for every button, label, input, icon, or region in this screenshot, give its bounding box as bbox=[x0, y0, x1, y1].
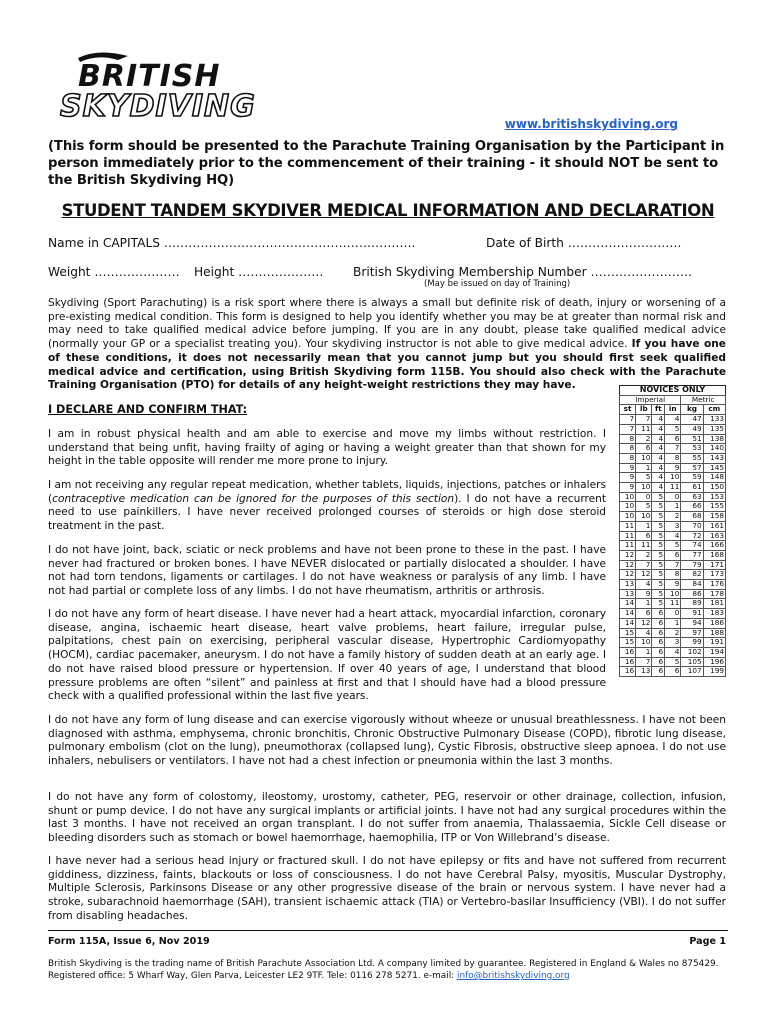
novices-cell-ft: 4 bbox=[652, 453, 665, 463]
declaration-surgical: I do not have any form of colostomy, ileostomy, urostomy, catheter, PEG, reservoir or other drainage, collection, infusion, shunt or pump device. I do not have any surgical implants or artificial joints. I have not had any surgical procedures within the last 3 months. I have not received an organ transplant. I do not suffer from anaemia, Thalassaemia, Sickle Cell disease or bleeding disorders such as stomach or bowel haemorrhage, haemophilia, ITP or Von Willebrand’s disease. bbox=[48, 791, 726, 845]
novices-table-row bbox=[620, 483, 726, 493]
novices-cell-st: 15 bbox=[620, 628, 636, 638]
novices-cell-cm: 158 bbox=[703, 512, 725, 522]
novices-cell-in: 1 bbox=[665, 618, 681, 628]
novices-cell-cm: 155 bbox=[703, 502, 725, 512]
novices-cell-ft: 5 bbox=[652, 570, 665, 580]
novices-cell-st: 7 bbox=[620, 415, 636, 425]
novices-cell-cm: 143 bbox=[703, 453, 725, 463]
novices-cell-cm: 176 bbox=[703, 580, 725, 590]
novices-cell-kg: 70 bbox=[681, 521, 703, 531]
novices-cell-lb: 5 bbox=[636, 473, 652, 483]
novices-cell-lb: 6 bbox=[636, 444, 652, 454]
novices-cell-ft: 6 bbox=[652, 618, 665, 628]
risk-intro-bold-text: If you have one of these conditions, it does not necessarily mean that you cannot jump but you should first seek qualified medical advice and certification, using British Skydiving form 115B. You should also check with the Parachute Training Organisation (PTO) for details of any height-weight restrictions they may have. bbox=[48, 338, 726, 392]
novices-cell-lb: 5 bbox=[636, 502, 652, 512]
novices-cell-ft: 4 bbox=[652, 424, 665, 434]
novices-cell-kg: 107 bbox=[681, 667, 703, 677]
novices-table-row bbox=[620, 453, 726, 463]
novices-cell-in: 5 bbox=[665, 657, 681, 667]
novices-cell-st: 11 bbox=[620, 531, 636, 541]
novices-cell-lb: 11 bbox=[636, 424, 652, 434]
novices-cell-cm: 140 bbox=[703, 444, 725, 454]
svg-text:BRITISH: BRITISH bbox=[78, 59, 221, 94]
novices-cell-ft: 4 bbox=[652, 483, 665, 493]
novices-cell-in: 8 bbox=[665, 453, 681, 463]
novices-cell-lb: 13 bbox=[636, 667, 652, 677]
novices-cell-in: 6 bbox=[665, 667, 681, 677]
page-title: STUDENT TANDEM SKYDIVER MEDICAL INFORMATION AND DECLARATION bbox=[61, 201, 715, 220]
novices-cell-lb: 12 bbox=[636, 618, 652, 628]
metric-group-header: Metric bbox=[681, 395, 726, 405]
novices-cell-ft: 5 bbox=[652, 531, 665, 541]
novices-cell-st: 13 bbox=[620, 589, 636, 599]
novices-cell-kg: 53 bbox=[681, 444, 703, 454]
novices-cell-cm: 186 bbox=[703, 618, 725, 628]
novices-cell-ft: 4 bbox=[652, 434, 665, 444]
novices-table-row bbox=[620, 424, 726, 434]
novices-cell-lb: 4 bbox=[636, 580, 652, 590]
novices-cell-kg: 89 bbox=[681, 599, 703, 609]
novices-header-ft: ft bbox=[652, 405, 665, 415]
novices-cell-kg: 55 bbox=[681, 453, 703, 463]
novices-cell-st: 14 bbox=[620, 609, 636, 619]
novices-cell-kg: 49 bbox=[681, 424, 703, 434]
novices-table-row bbox=[620, 667, 726, 677]
novices-cell-st: 8 bbox=[620, 434, 636, 444]
novices-table-row bbox=[620, 541, 726, 551]
novices-cell-lb: 1 bbox=[636, 521, 652, 531]
imperial-group-header: Imperial bbox=[620, 395, 681, 405]
novices-cell-cm: 191 bbox=[703, 638, 725, 648]
novices-cell-kg: 74 bbox=[681, 541, 703, 551]
novices-cell-st: 11 bbox=[620, 541, 636, 551]
novices-cell-ft: 4 bbox=[652, 473, 665, 483]
novices-cell-cm: 188 bbox=[703, 628, 725, 638]
novices-cell-kg: 97 bbox=[681, 628, 703, 638]
name-field[interactable]: Name in CAPITALS …………………………………………………….. bbox=[48, 236, 416, 250]
novices-cell-ft: 6 bbox=[652, 667, 665, 677]
novices-cell-ft: 5 bbox=[652, 560, 665, 570]
novices-cell-kg: 59 bbox=[681, 473, 703, 483]
novices-cell-lb: 10 bbox=[636, 512, 652, 522]
novices-cell-cm: 163 bbox=[703, 531, 725, 541]
risk-intro-paragraph bbox=[48, 297, 726, 393]
novices-cell-lb: 1 bbox=[636, 647, 652, 657]
novices-cell-kg: 57 bbox=[681, 463, 703, 473]
novices-cell-ft: 5 bbox=[652, 502, 665, 512]
novices-cell-in: 11 bbox=[665, 599, 681, 609]
declaration-joints: I do not have joint, back, sciatic or neck problems and have not been prone to these in the past. I have never had fractured or broken bones. I have NEVER dislocated or partially dislocated a shoulder. I have not had torn tendons, ligaments or cartilages. I do not have weakness or paralysis of any limb. I have not had partial or complete loss of any limbs. I do not have rheumatism, arthritis or arthrosis. bbox=[48, 544, 606, 598]
novices-table-caption: NOVICES ONLY bbox=[620, 386, 726, 396]
novices-cell-st: 13 bbox=[620, 580, 636, 590]
declaration-heart: I do not have any form of heart disease. I have never had a heart attack, myocardial infarction, coronary disease, angina, ischaemic heart disease, heart valve problems, heart failure, irregular pulse, palpitations, chest pain on exercising, peripheral vascular disease, Hypertrophic Cardiomyopathy (HOCM), cardiac pacemaker, aneurysm. I do not have a family history of sudden death at an early age. I do not have raised blood pressure or hypertension. If over 40 years of age, I understand that blood pressure problems are often “silent” and painless at first and that I should have had a blood pressure check with a qualified professional within the last five years. bbox=[48, 608, 606, 703]
novices-cell-lb: 2 bbox=[636, 434, 652, 444]
novices-table-row bbox=[620, 609, 726, 619]
novices-cell-st: 12 bbox=[620, 570, 636, 580]
novices-cell-st: 10 bbox=[620, 492, 636, 502]
website-link[interactable]: www.britishskydiving.org bbox=[504, 117, 678, 131]
novices-header-kg: kg bbox=[681, 405, 703, 415]
novices-cell-kg: 94 bbox=[681, 618, 703, 628]
footer-legal bbox=[48, 958, 728, 982]
novices-cell-lb: 1 bbox=[636, 599, 652, 609]
novices-cell-cm: 166 bbox=[703, 541, 725, 551]
novices-cell-ft: 5 bbox=[652, 492, 665, 502]
novices-cell-st: 16 bbox=[620, 667, 636, 677]
footer-email-link[interactable]: info@britishskydiving.org bbox=[456, 971, 570, 981]
novices-cell-cm: 181 bbox=[703, 599, 725, 609]
novices-cell-in: 7 bbox=[665, 560, 681, 570]
footer-address-line bbox=[48, 970, 728, 982]
novices-cell-ft: 5 bbox=[652, 580, 665, 590]
novices-cell-lb: 12 bbox=[636, 570, 652, 580]
novices-cell-ft: 6 bbox=[652, 609, 665, 619]
novices-cell-cm: 168 bbox=[703, 550, 725, 560]
novices-cell-lb: 9 bbox=[636, 589, 652, 599]
novices-cell-kg: 84 bbox=[681, 580, 703, 590]
declaration-medication-text-a: I am not receiving any regular repeat medication, whether tablets, liquids, injections, patches or inhalers ( bbox=[48, 479, 606, 505]
novices-cell-lb: 1 bbox=[636, 463, 652, 473]
novices-cell-in: 3 bbox=[665, 521, 681, 531]
novices-cell-st: 9 bbox=[620, 463, 636, 473]
novices-cell-kg: 77 bbox=[681, 550, 703, 560]
novices-table-row bbox=[620, 618, 726, 628]
novices-cell-cm: 150 bbox=[703, 483, 725, 493]
declaration-neurological: I have never had a serious head injury or fractured skull. I do not have epilepsy or fits and have not suffered from recurrent giddiness, dizziness, faints, blackouts or loss of consciousness. I do not have Cerebral Palsy, myositis, Muscular Dystrophy, Multiple Sclerosis, Parkinsons Disease or any other progressive disease of the brain or nervous system. I have never had a stroke, subarachnoid haemorrhage (SAH), transient ischaemic attack (TIA) or Vertebro-basilar Insufficiency (VBI). I do not suffer from disabling headaches. bbox=[48, 855, 726, 922]
novices-header-in: in bbox=[665, 405, 681, 415]
novices-cell-st: 7 bbox=[620, 424, 636, 434]
novices-cell-lb: 7 bbox=[636, 560, 652, 570]
novices-table-row bbox=[620, 512, 726, 522]
novices-header-lb: lb bbox=[636, 405, 652, 415]
novices-cell-in: 4 bbox=[665, 415, 681, 425]
novices-cell-in: 0 bbox=[665, 492, 681, 502]
declaration-physical-health: I am in robust physical health and am able to exercise and move my limbs without restriction. I understand that being unfit, having frailty of aging or having a weight greater than that shown for my height in the table opposite will render me more prone to injury. bbox=[48, 428, 606, 468]
novices-cell-cm: 148 bbox=[703, 473, 725, 483]
novices-table-row bbox=[620, 415, 726, 425]
logo-graphic bbox=[58, 50, 278, 122]
novices-cell-st: 9 bbox=[620, 473, 636, 483]
novices-height-weight-table bbox=[619, 385, 726, 677]
novices-cell-cm: 135 bbox=[703, 424, 725, 434]
membership-number-field[interactable]: British Skydiving Membership Number ……………………. bbox=[353, 265, 692, 279]
novices-cell-kg: 47 bbox=[681, 415, 703, 425]
risk-intro-text: Skydiving (Sport Parachuting) is a risk sport where there is always a small but definite risk of death, injury or worsening of a pre-existing medical condition. This form is designed to help you identify whether you may be at greater than normal risk and may need to take qualified medical advice before jumping. If you are in any doubt, please take qualified medical advice (normally your GP or a specialist treating you). Your skydiving instructor is not able to give medical advice. bbox=[48, 297, 726, 351]
novices-cell-lb: 6 bbox=[636, 531, 652, 541]
novices-cell-st: 16 bbox=[620, 647, 636, 657]
novices-cell-cm: 133 bbox=[703, 415, 725, 425]
novices-cell-st: 10 bbox=[620, 512, 636, 522]
svg-text:SKYDIVING: SKYDIVING bbox=[60, 89, 256, 122]
novices-cell-in: 6 bbox=[665, 434, 681, 444]
novices-cell-cm: 196 bbox=[703, 657, 725, 667]
novices-table-row bbox=[620, 444, 726, 454]
novices-cell-kg: 61 bbox=[681, 483, 703, 493]
novices-cell-cm: 138 bbox=[703, 434, 725, 444]
novices-cell-kg: 82 bbox=[681, 570, 703, 580]
novices-cell-ft: 6 bbox=[652, 638, 665, 648]
novices-cell-kg: 102 bbox=[681, 647, 703, 657]
novices-cell-st: 14 bbox=[620, 618, 636, 628]
novices-cell-ft: 5 bbox=[652, 599, 665, 609]
novices-cell-lb: 10 bbox=[636, 638, 652, 648]
novices-cell-lb: 7 bbox=[636, 657, 652, 667]
novices-cell-in: 8 bbox=[665, 570, 681, 580]
footer-divider bbox=[48, 930, 728, 931]
novices-cell-lb: 0 bbox=[636, 492, 652, 502]
novices-header-cm: cm bbox=[703, 405, 725, 415]
novices-cell-in: 9 bbox=[665, 580, 681, 590]
novices-cell-cm: 153 bbox=[703, 492, 725, 502]
membership-note: (May be issued on day of Training) bbox=[424, 279, 571, 289]
novices-cell-lb: 10 bbox=[636, 453, 652, 463]
novices-cell-kg: 79 bbox=[681, 560, 703, 570]
novices-cell-ft: 4 bbox=[652, 444, 665, 454]
novices-cell-kg: 66 bbox=[681, 502, 703, 512]
novices-cell-lb: 10 bbox=[636, 483, 652, 493]
novices-cell-cm: 178 bbox=[703, 589, 725, 599]
novices-cell-in: 1 bbox=[665, 502, 681, 512]
novices-cell-cm: 145 bbox=[703, 463, 725, 473]
novices-cell-in: 5 bbox=[665, 424, 681, 434]
page-number: Page 1 bbox=[689, 936, 726, 947]
novices-cell-st: 11 bbox=[620, 521, 636, 531]
novices-cell-kg: 51 bbox=[681, 434, 703, 444]
novices-cell-cm: 183 bbox=[703, 609, 725, 619]
novices-cell-cm: 161 bbox=[703, 521, 725, 531]
novices-cell-in: 9 bbox=[665, 463, 681, 473]
novices-cell-ft: 6 bbox=[652, 647, 665, 657]
novices-cell-lb: 7 bbox=[636, 415, 652, 425]
novices-table-body bbox=[620, 415, 726, 677]
declaration-medication bbox=[48, 479, 606, 534]
novices-cell-st: 10 bbox=[620, 502, 636, 512]
novices-cell-cm: 171 bbox=[703, 560, 725, 570]
novices-cell-in: 5 bbox=[665, 541, 681, 551]
novices-cell-ft: 4 bbox=[652, 463, 665, 473]
novices-cell-kg: 72 bbox=[681, 531, 703, 541]
novices-cell-ft: 5 bbox=[652, 541, 665, 551]
novices-header-st: st bbox=[620, 405, 636, 415]
declare-heading: I DECLARE AND CONFIRM THAT: bbox=[48, 403, 248, 416]
novices-cell-st: 8 bbox=[620, 453, 636, 463]
novices-table-row bbox=[620, 580, 726, 590]
novices-cell-lb: 11 bbox=[636, 541, 652, 551]
novices-cell-kg: 91 bbox=[681, 609, 703, 619]
novices-cell-in: 11 bbox=[665, 483, 681, 493]
novices-cell-in: 7 bbox=[665, 444, 681, 454]
footer-company-line: British Skydiving is the trading name of British Parachute Association Ltd. A company limited by guarantee. Registered in England & Wales no 875429. bbox=[48, 959, 719, 969]
novices-cell-in: 10 bbox=[665, 589, 681, 599]
novices-cell-st: 14 bbox=[620, 599, 636, 609]
intro-instructions: (This form should be presented to the Parachute Training Organisation by the Participant in person immediately prior to the commencement of their training - it should NOT be sent to the British Skydiving HQ) bbox=[48, 139, 725, 188]
novices-table-row bbox=[620, 647, 726, 657]
novices-cell-st: 12 bbox=[620, 560, 636, 570]
novices-cell-st: 16 bbox=[620, 657, 636, 667]
novices-cell-lb: 2 bbox=[636, 550, 652, 560]
novices-cell-in: 6 bbox=[665, 550, 681, 560]
novices-cell-in: 3 bbox=[665, 638, 681, 648]
novices-cell-kg: 63 bbox=[681, 492, 703, 502]
novices-cell-kg: 105 bbox=[681, 657, 703, 667]
novices-cell-kg: 86 bbox=[681, 589, 703, 599]
novices-cell-cm: 199 bbox=[703, 667, 725, 677]
novices-cell-st: 8 bbox=[620, 444, 636, 454]
british-skydiving-logo bbox=[58, 50, 278, 122]
novices-cell-st: 12 bbox=[620, 550, 636, 560]
novices-table-row bbox=[620, 521, 726, 531]
form-identifier: Form 115A, Issue 6, Nov 2019 bbox=[48, 936, 210, 947]
height-field[interactable]: Height ………………… bbox=[194, 265, 324, 279]
novices-cell-ft: 5 bbox=[652, 550, 665, 560]
declaration-medication-italic: contraceptive medication can be ignored for the purposes of this section bbox=[52, 492, 455, 505]
novices-cell-in: 4 bbox=[665, 531, 681, 541]
novices-cell-st: 9 bbox=[620, 483, 636, 493]
novices-cell-ft: 5 bbox=[652, 589, 665, 599]
novices-cell-ft: 5 bbox=[652, 521, 665, 531]
novices-cell-cm: 173 bbox=[703, 570, 725, 580]
novices-cell-cm: 194 bbox=[703, 647, 725, 657]
footer-address-text: Registered office: 5 Wharf Way, Glen Parva, Leicester LE2 9TF. Tele: 0116 278 5271. e-mail: bbox=[48, 971, 457, 981]
novices-table-row bbox=[620, 550, 726, 560]
novices-cell-lb: 6 bbox=[636, 609, 652, 619]
novices-cell-ft: 4 bbox=[652, 415, 665, 425]
novices-cell-kg: 99 bbox=[681, 638, 703, 648]
weight-field[interactable]: Weight ………………… bbox=[48, 265, 180, 279]
novices-cell-st: 15 bbox=[620, 638, 636, 648]
declaration-lungs: I do not have any form of lung disease and can exercise vigorously without wheeze or unusual breathlessness. I have not been diagnosed with asthma, emphysema, chronic bronchitis, Chronic Obstructive Pulmonary Disease (COPD), fibrotic lung disease, pulmonary embolism (clot on the lung), pneumothorax (collapsed lung), Cystic Fibrosis, obstructive sleep apnoea. I do not use inhalers, nebulisers or ventilators. I have not had a chest infection or pneumonia within the last 3 months. bbox=[48, 714, 726, 768]
date-of-birth-field[interactable]: Date of Birth ………………………. bbox=[486, 236, 682, 250]
novices-cell-in: 2 bbox=[665, 628, 681, 638]
novices-cell-in: 0 bbox=[665, 609, 681, 619]
novices-cell-in: 2 bbox=[665, 512, 681, 522]
novices-cell-ft: 5 bbox=[652, 512, 665, 522]
novices-cell-in: 10 bbox=[665, 473, 681, 483]
novices-cell-ft: 6 bbox=[652, 628, 665, 638]
novices-cell-in: 4 bbox=[665, 647, 681, 657]
novices-cell-ft: 6 bbox=[652, 657, 665, 667]
declaration-medication-text-b: ). I do not have a recurrent need to use painkillers. I have never received prolonged courses of steroids or high dose steroid treatment in the past. bbox=[48, 492, 606, 533]
novices-cell-lb: 4 bbox=[636, 628, 652, 638]
novices-cell-kg: 68 bbox=[681, 512, 703, 522]
